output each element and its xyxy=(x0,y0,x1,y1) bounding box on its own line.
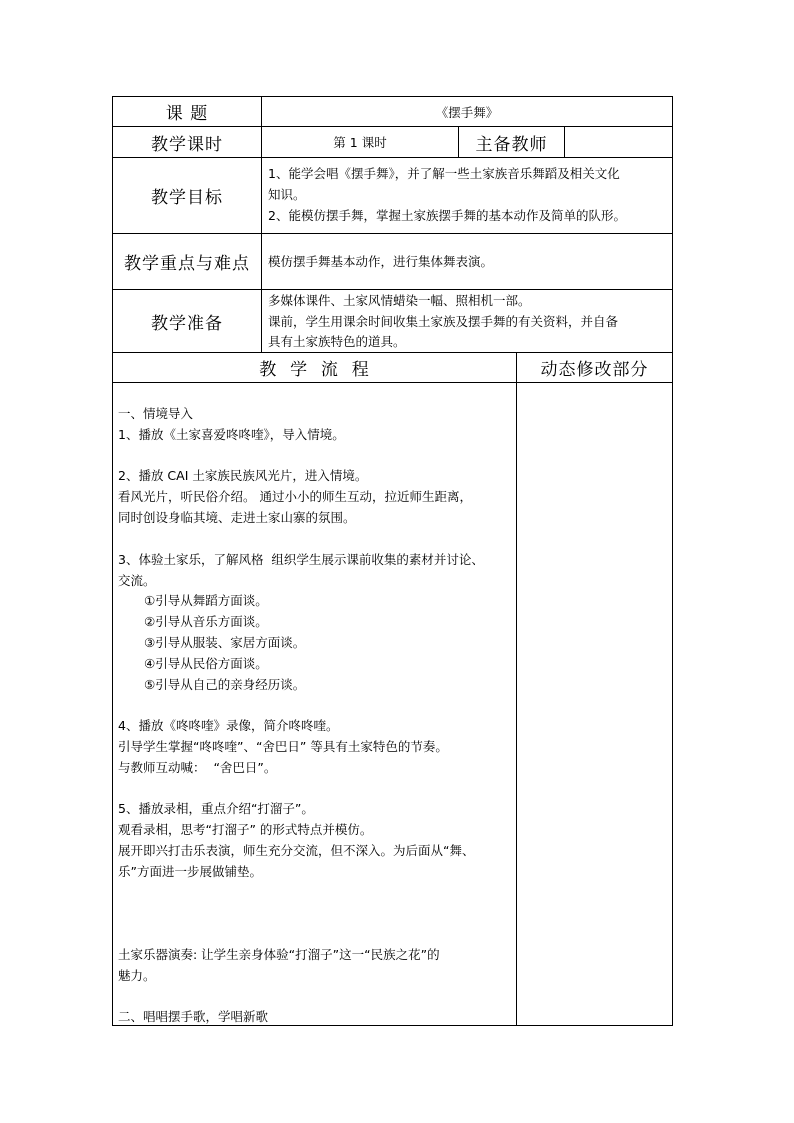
period-label: 教学课时 xyxy=(151,134,223,155)
flow-line: 3、体验土家乐，了解风格 组织学生展示课前收集的素材并讨论、 xyxy=(118,552,484,567)
topic-label: 课 题 xyxy=(165,104,209,124)
key-points-text: 模仿摆手舞基本动作，进行集体舞表演。 xyxy=(268,254,494,269)
flow-line: 与教师互动喊： “舍巴日”。 xyxy=(118,760,277,775)
flow-line: 土家乐器演奏: 让学生亲身体验“打溜子”这一“民族之花”的 xyxy=(118,947,440,962)
flow-line: ②引导从音乐方面谈。 xyxy=(144,614,268,629)
period-value: 第 1 课时 xyxy=(333,135,387,150)
rule xyxy=(112,382,672,383)
flow-header: 教 学 流 程 xyxy=(259,360,370,380)
key-points-label: 教学重点与难点 xyxy=(124,254,250,274)
flow-line: ①引导从舞蹈方面谈。 xyxy=(144,593,268,608)
goals-label: 教学目标 xyxy=(151,188,223,208)
preparation-line: 多媒体课件、土家风情蜡染一幅、照相机一部。 xyxy=(268,293,531,308)
revision-header: 动态修改部分 xyxy=(540,360,649,380)
preparation-line: 课前，学生用课余时间收集土家族及摆手舞的有关资料，并自备 xyxy=(268,314,619,329)
flow-line: 4、播放《咚咚喹》录像，简介咚咚喹。 xyxy=(118,718,339,733)
flow-line: 二、唱唱摆手歌，学唱新歌 xyxy=(118,1009,269,1024)
flow-line: 1、播放《土家喜爱咚咚喹》，导入情境。 xyxy=(118,427,345,442)
goals-line: 知识。 xyxy=(268,187,306,202)
rule xyxy=(516,352,517,1025)
flow-line: 5、播放录相，重点介绍“打溜子”。 xyxy=(118,801,314,816)
preparation-label: 教学准备 xyxy=(151,313,223,334)
preparation-line: 具有土家族特色的道具。 xyxy=(268,334,406,349)
flow-line: 2、播放 CAI 土家族民族风光片，进入情境。 xyxy=(118,468,368,483)
flow-line: ④引导从民俗方面谈。 xyxy=(144,656,268,671)
goals-line: 1、能学会唱《摆手舞》，并了解一些土家族音乐舞蹈及相关文化 xyxy=(268,166,620,181)
flow-line: ⑤引导从自己的亲身经历谈。 xyxy=(144,677,306,692)
flow-line: 同时创设身临其境、走进土家山寨的氛围。 xyxy=(118,510,356,525)
flow-line: 展开即兴打击乐表演，师生充分交流，但不深入。为后面从“舞、 xyxy=(118,843,475,858)
flow-line: 引导学生掌握“咚咚喹”、“舍巴日” 等具有土家特色的节奏。 xyxy=(118,739,448,754)
topic-value: 《摆手舞》 xyxy=(435,104,499,120)
flow-line: 魅力。 xyxy=(118,968,156,983)
rule xyxy=(112,1025,673,1026)
teacher-value xyxy=(565,127,672,157)
flow-line: ③引导从服装、家居方面谈。 xyxy=(144,635,306,650)
teacher-label: 主备教师 xyxy=(475,134,548,155)
goals-line: 2、能模仿摆手舞，掌握土家族摆手舞的基本动作及简单的队形。 xyxy=(268,208,626,223)
rule xyxy=(672,96,673,1026)
flow-line: 一、情境导入 xyxy=(118,406,194,421)
flow-line: 观看录相，思考“打溜子” 的形式特点并模仿。 xyxy=(118,822,373,837)
flow-line: 看风光片，听民俗介绍。 通过小小的师生互动，拉近师生距离， xyxy=(118,489,472,504)
flow-line: 乐”方面进一步展做铺垫。 xyxy=(118,864,262,879)
flow-line: 交流。 xyxy=(118,573,156,588)
